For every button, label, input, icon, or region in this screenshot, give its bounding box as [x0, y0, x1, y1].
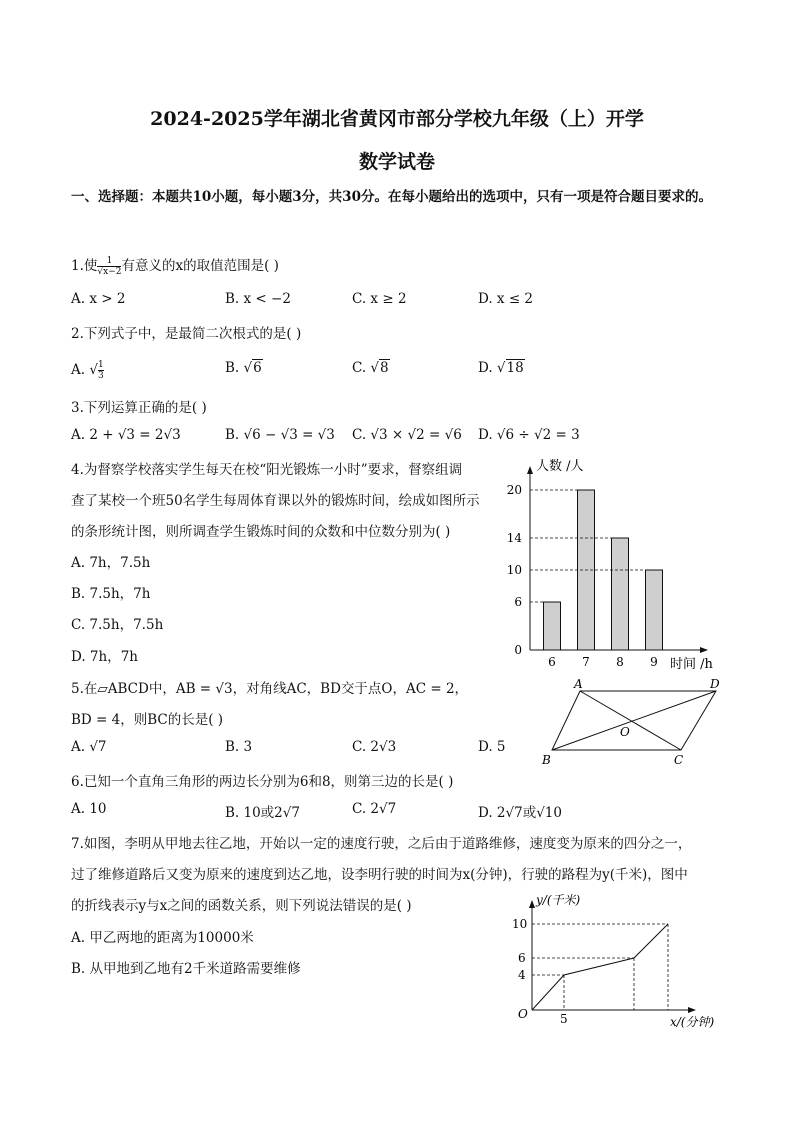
q5-option-a[interactable]: A. √7: [71, 739, 107, 755]
q7-option-b[interactable]: B. 从甲地到乙地有2千米道路需要维修: [71, 961, 301, 977]
question-6-stem: 6.已知一个直角三角形的两边长分别为6和8，则第三边的长是( ): [71, 774, 454, 790]
q1-option-c[interactable]: C. x ≥ 2: [352, 291, 407, 307]
y-tick-10: 10: [512, 917, 528, 931]
q2-option-a[interactable]: A. √ $\frac{1}{3}$: [71, 360, 104, 381]
question-5-stem-line2: BD = 4，则BC的长是( ): [71, 712, 224, 728]
x-tick-label: 8: [616, 655, 624, 669]
question-3-stem: 3.下列运算正确的是( ): [71, 400, 207, 416]
bar-6: [544, 602, 561, 650]
q4-option-a[interactable]: A. 7h，7.5h: [71, 555, 151, 571]
question-6-options: [71, 801, 731, 819]
graph-x-axis-arrow: [688, 1007, 696, 1013]
vertex-d-label: D: [710, 677, 720, 691]
question-2-options: [71, 354, 731, 382]
y-tick-label: 20: [506, 483, 522, 497]
q6-option-d[interactable]: D. 2√7或√10: [478, 805, 562, 821]
vertex-c-label: C: [674, 753, 684, 767]
q3-option-b[interactable]: B. √6 − √3 = √3: [225, 427, 335, 443]
x-tick-label: 6: [548, 655, 556, 669]
section-heading: 一、选择题：本题共10小题，每小题3分，共30分。在每小题给出的选项中，只有一项是符合题目要求的。: [71, 189, 712, 205]
question-4-stem-line3: 的条形统计图，则所调查学生锻炼时间的众数和中位数分别为( ): [71, 524, 451, 540]
y-tick-label: 14: [506, 531, 522, 545]
q4-option-d[interactable]: D. 7h，7h: [71, 649, 138, 665]
exam-title-line2: 数学试卷: [358, 151, 435, 173]
exam-title-line1: 2024-2025学年湖北省黄冈市部分学校九年级（上）开学: [150, 108, 644, 130]
question-7-stem-line3: 的折线表示y与x之间的函数关系，则下列说法错误的是( ): [71, 898, 412, 914]
diagonal-bd: [552, 691, 716, 750]
y-tick-label: 0: [514, 643, 522, 657]
question-1-options: [71, 291, 731, 309]
q6-option-a[interactable]: A. 10: [71, 801, 107, 817]
vertex-b-label: B: [542, 753, 551, 767]
diagonal-ac: [580, 691, 681, 750]
q2-option-b[interactable]: B. √6: [225, 360, 262, 376]
graph-origin-label: O: [518, 1007, 528, 1021]
question-4-stem-line1: 4.为督察学校落实学生每天在校“阳光锻炼一小时”要求，督察组调: [71, 462, 463, 478]
point-o-label: O: [620, 725, 630, 739]
question-5-stem-line1: 5.在▱ABCD中，AB = √3，对角线AC，BD交于点O，AC = 2，: [71, 681, 469, 697]
q2-option-c[interactable]: C. √8: [352, 360, 389, 376]
graph-y-axis-arrow: [529, 900, 535, 908]
bar-9: [646, 570, 663, 650]
question-1-stem: 1.使 $\frac{1}{√x-2}$ 有意义的x的取值范围是( ): [71, 256, 279, 277]
q5-option-d[interactable]: D. 5: [478, 739, 506, 755]
q4-option-c[interactable]: C. 7.5h，7.5h: [71, 617, 164, 633]
x-tick-label: 9: [650, 655, 658, 669]
x-tick-label: 7: [582, 655, 590, 669]
question-2-stem: 2.下列式子中，是最简二次根式的是( ): [71, 326, 302, 342]
distance-polyline: [532, 924, 668, 1010]
distance-time-graph: [506, 892, 728, 1032]
q3-option-a[interactable]: A. 2 + √3 = 2√3: [71, 427, 181, 443]
question-5-options: [71, 739, 551, 757]
bar-8: [612, 538, 629, 650]
q1-option-b[interactable]: B. x < −2: [225, 291, 291, 307]
y-tick-4: 4: [518, 968, 526, 982]
graph-x-label: x/(分钟): [670, 1015, 715, 1029]
vertex-a-label: A: [574, 677, 583, 691]
q3-option-d[interactable]: D. √6 ÷ √2 = 3: [478, 427, 580, 443]
y-tick-6: 6: [518, 951, 526, 965]
q1-option-d[interactable]: D. x ≤ 2: [478, 291, 534, 307]
y-axis-arrow: [527, 466, 533, 474]
q5-option-b[interactable]: B. 3: [225, 739, 253, 755]
q2-option-d[interactable]: D. √18: [478, 360, 524, 376]
q1-option-a[interactable]: A. x > 2: [71, 291, 126, 307]
question-7-stem-line2: 过了维修道路后又变为原来的速度到达乙地，设李明行驶的时间为x(分钟)，行驶的路程为y(千米)，图中: [71, 867, 688, 883]
y-tick-label: 10: [506, 563, 522, 577]
exercise-time-bar-chart: [500, 452, 730, 674]
y-tick-label: 6: [514, 595, 522, 609]
question-4-stem-line2: 查了某校一个班50名学生每周体育课以外的锻炼时间，绘成如图所示: [71, 493, 480, 509]
q6-option-b[interactable]: B. 10或2√7: [225, 805, 300, 821]
x-axis-arrow: [700, 647, 708, 653]
x-tick-5: 5: [560, 1012, 568, 1026]
question-3-options: [71, 427, 731, 445]
fraction: $\frac{1}{√x-2}$: [97, 256, 122, 277]
q4-option-b[interactable]: B. 7.5h，7h: [71, 586, 151, 602]
y-axis-label: 人数 /人: [536, 459, 584, 474]
parallelogram-figure: [536, 676, 732, 770]
q5-option-c[interactable]: C. 2√3: [352, 739, 397, 755]
q6-option-c[interactable]: C. 2√7: [352, 801, 397, 817]
x-axis-label: 时间 /h: [670, 657, 713, 672]
graph-y-label: y/(千米): [536, 893, 581, 907]
question-7-stem-line1: 7.如图，李明从甲地去往乙地，开始以一定的速度行驶，之后由于道路维修，速度变为原来的四分之一，: [71, 836, 692, 852]
q3-option-c[interactable]: C. √3 × √2 = √6: [352, 427, 462, 443]
q7-option-a[interactable]: A. 甲乙两地的距离为10000米: [71, 930, 254, 946]
